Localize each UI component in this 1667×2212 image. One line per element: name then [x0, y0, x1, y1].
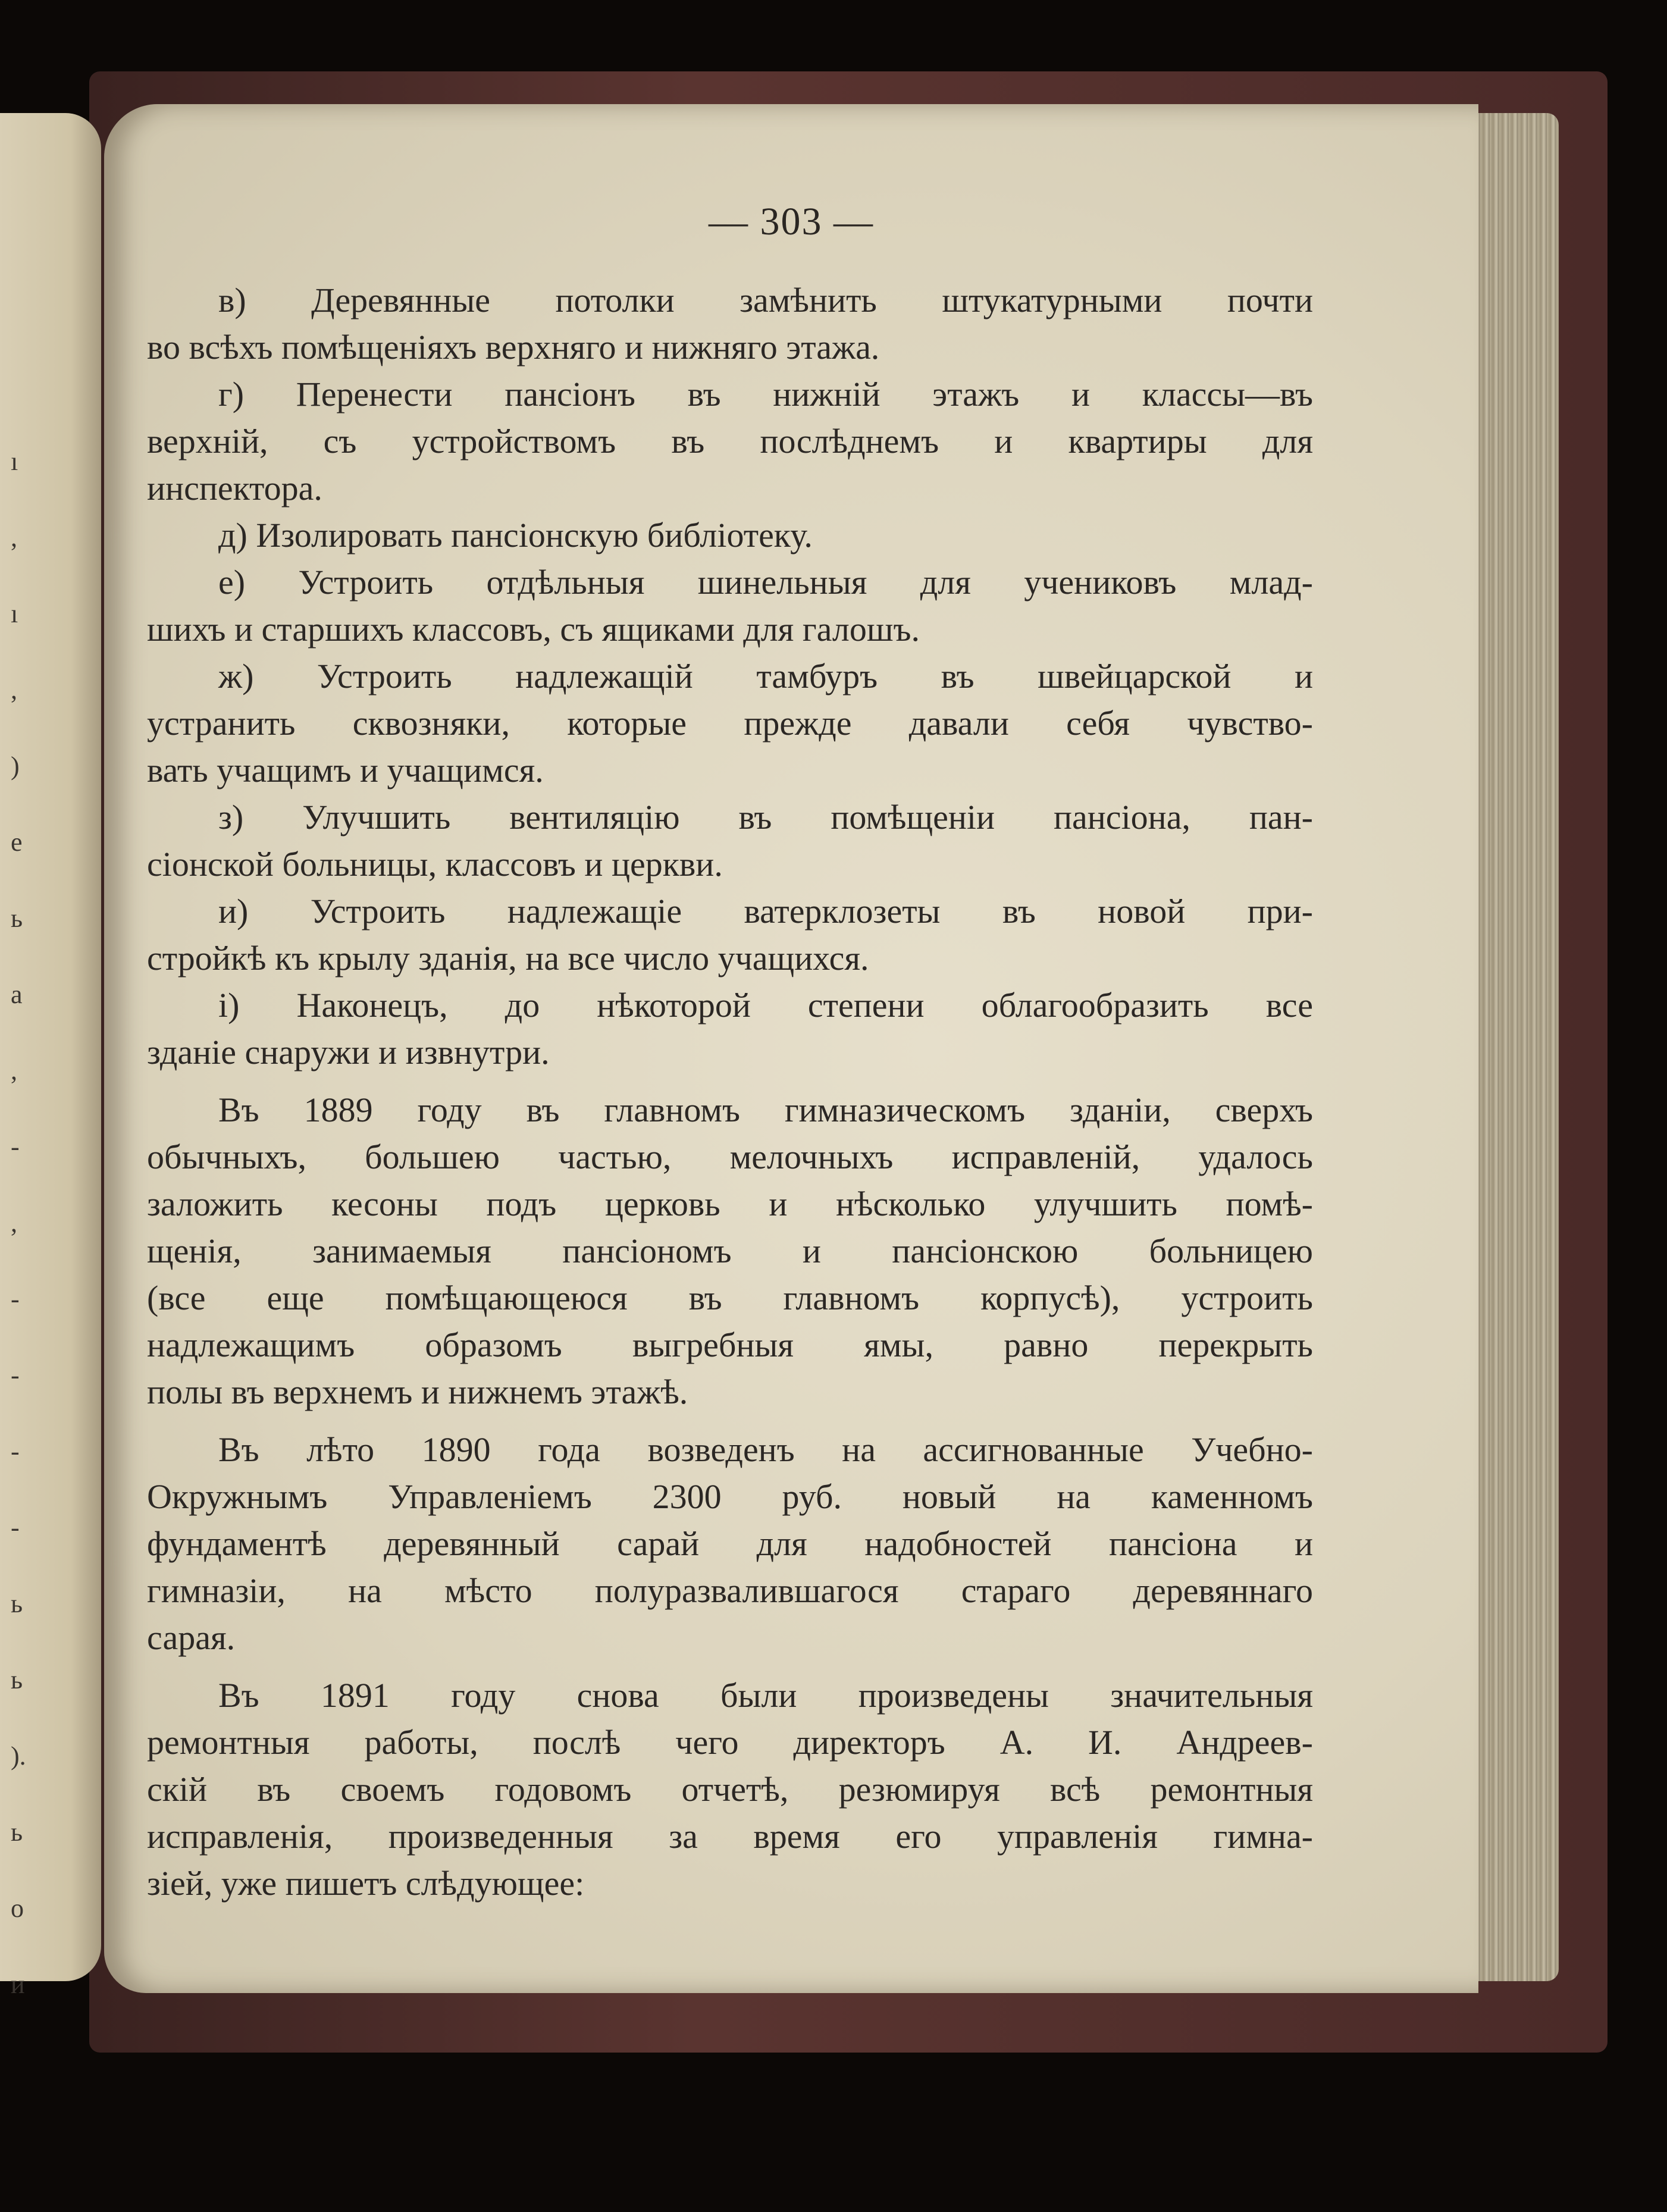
text-line: и) Устроить надлежащіе ватерклозеты въ новой при- [218, 892, 1313, 930]
text-line: е) Устроить отдѣльныя шинельныя для учениковъ млад- [218, 563, 1313, 601]
paragraph [147, 1426, 1313, 1661]
text-line: г) Перенести пансіонъ въ нижній этажъ и классы—въ [218, 375, 1313, 413]
page-number: — 303 — [709, 200, 874, 243]
paragraph-gap [147, 1415, 1313, 1426]
edge-character: а [11, 980, 23, 1009]
book-page [104, 104, 1478, 1993]
text-line: сарая. [147, 1618, 236, 1657]
edge-character: , [11, 1208, 17, 1237]
edge-character: - [11, 1437, 20, 1466]
text-line: зіей, уже пишетъ слѣдующее: [147, 1864, 585, 1903]
text-line: вать учащимъ и учащимся. [147, 751, 544, 789]
edge-character: ь [11, 1665, 23, 1694]
text-line: з) Улучшить вентиляцію въ помѣщеніи пансіона, пан- [218, 798, 1313, 836]
paragraph [147, 982, 1313, 1076]
text-line: сіонской больницы, классовъ и церкви. [147, 845, 723, 883]
edge-character: - [11, 1132, 20, 1161]
edge-character: о [11, 1894, 24, 1923]
edge-character: и [11, 1970, 25, 1999]
edge-character: , [11, 523, 17, 552]
edge-character: ). [11, 1741, 26, 1771]
paragraph [147, 371, 1313, 512]
text-line: Въ 1891 году снова были произведены значительныя [218, 1676, 1313, 1715]
text-line: Въ лѣто 1890 года возведенъ на ассигнованные Учебно- [218, 1430, 1313, 1469]
edge-character: ь [11, 1589, 23, 1618]
text-line: фундаментѣ деревянный сарай для надобностей пансіона и [147, 1524, 1313, 1563]
paragraph [147, 1086, 1313, 1415]
edge-character: ) [11, 751, 20, 781]
text-line: верхній, съ устройствомъ въ послѣднемъ и квартиры для [147, 422, 1313, 460]
edge-character: е [11, 828, 23, 857]
text-line: гимназіи, на мѣсто полуразвалившагося стараго деревяннаго [147, 1571, 1313, 1610]
edge-character: , [11, 1056, 17, 1085]
text-line: ж) Устроить надлежащій тамбуръ въ швейцарской и [218, 657, 1313, 695]
text-line: в) Деревянные потолки замѣнить штукатурными почти [218, 281, 1313, 319]
paragraph [147, 512, 1313, 559]
text-line: скій въ своемъ годовомъ отчетѣ, резюмируя всѣ ремонтныя [147, 1770, 1313, 1809]
edge-character: ь [11, 1818, 23, 1847]
text-line: (все еще помѣщающеюся въ главномъ корпусѣ), устроить [147, 1279, 1313, 1317]
paragraph [147, 794, 1313, 888]
text-line: зданіе снаружи и извнутри. [147, 1033, 550, 1071]
left-page-edge [0, 113, 101, 1999]
text-line: во всѣхъ помѣщеніяхъ верхняго и нижняго этажа. [147, 328, 880, 366]
text-line: устранить сквозняки, которые прежде давали себя чувство- [147, 704, 1313, 742]
text-line: исправленія, произведенныя за время его управленія гимна- [147, 1817, 1313, 1856]
text-line: полы въ верхнемъ и нижнемъ этажѣ. [147, 1373, 688, 1411]
edge-character: - [11, 1361, 20, 1390]
edge-character: ь [11, 904, 23, 933]
page-text [147, 277, 1313, 1907]
edge-character: - [11, 1513, 20, 1542]
text-line: обычныхъ, большею частью, мелочныхъ исправленій, удалось [147, 1138, 1313, 1176]
edge-character: - [11, 1284, 20, 1314]
paragraph-gap [147, 1661, 1313, 1672]
text-line: надлежащимъ образомъ выгребныя ямы, равно перекрыть [147, 1326, 1313, 1364]
text-line: ремонтныя работы, послѣ чего директоръ А. И. Андреев- [147, 1723, 1313, 1762]
text-line: щенія, занимаемыя пансіономъ и пансіонскою больницею [147, 1232, 1313, 1270]
paragraph [147, 888, 1313, 982]
text-line: заложить кесоны подъ церковь и нѣсколько улучшить помѣ- [147, 1185, 1313, 1223]
text-line: Окружнымъ Управленіемъ 2300 руб. новый на каменномъ [147, 1477, 1313, 1516]
text-line: і) Наконецъ, до нѣкоторой степени облагообразить все [218, 986, 1313, 1024]
paragraph [147, 277, 1313, 371]
text-line: инспектора. [147, 469, 322, 507]
edge-character: ı [11, 599, 18, 628]
text-line: Въ 1889 году въ главномъ гимназическомъ зданіи, сверхъ [218, 1091, 1313, 1129]
text-line: шихъ и старшихъ классовъ, съ ящиками для галошъ. [147, 610, 920, 648]
text-line: д) Изолировать пансіонскую библіотеку. [218, 516, 813, 554]
paragraph-gap [147, 1076, 1313, 1086]
edge-character: , [11, 675, 17, 704]
paragraph [147, 559, 1313, 653]
text-line: стройкѣ къ крылу зданія, на все число учащихся. [147, 939, 869, 977]
paragraph [147, 653, 1313, 794]
edge-character: ı [11, 447, 18, 476]
paragraph [147, 1672, 1313, 1907]
